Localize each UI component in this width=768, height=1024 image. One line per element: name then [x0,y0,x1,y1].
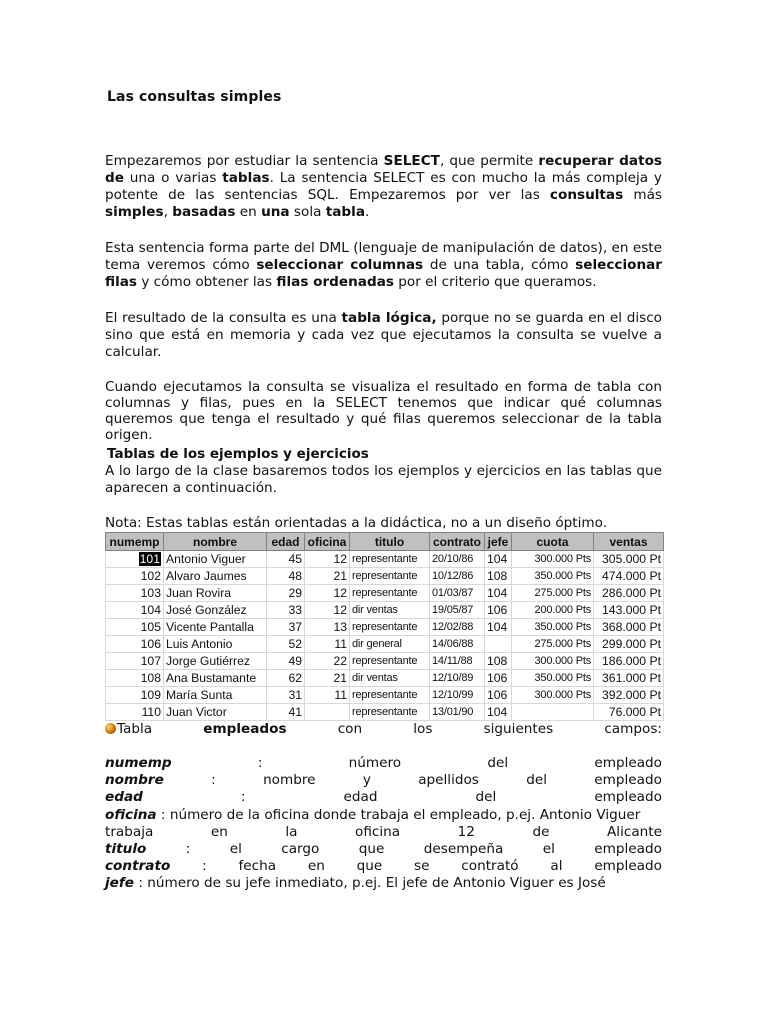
bold-text: filas ordenadas [276,274,394,290]
field-word: fecha [238,858,277,875]
table-cell-contrato[interactable]: 13/01/90 [430,704,485,721]
table-cell-numemp[interactable]: 104 [106,602,164,619]
text: porque no se guarda en el disco sino que está en memoria y cada vez que ejecutamos la consulta se vuelve a calcular. [105,310,662,360]
table-cell-ventas[interactable]: 305.000 Pt [594,551,664,568]
column-header-oficina[interactable]: oficina [305,533,350,551]
table-cell-numemp[interactable]: 103 [106,585,164,602]
bold-text: recuperar datos de [105,153,662,186]
table-cell-cuota[interactable]: 350.000 Pts [512,670,594,687]
field-description: oficina : número de la oficina donde trabaja el empleado, p.ej. Antonio Viguer [105,806,641,823]
table-cell-jefe[interactable]: 106 [485,670,512,687]
field-name: jefe [105,875,135,892]
table-cell-ventas[interactable]: 286.000 Pt [594,585,664,602]
note-text: Nota: Estas tablas están orientadas a la didáctica, no a un diseño óptimo. [105,515,608,531]
field-word: del [526,772,547,789]
table-cell-oficina[interactable]: 12 [305,551,350,568]
table-cell-ventas[interactable]: 361.000 Pt [594,670,664,687]
table-cell-cuota[interactable] [512,704,594,721]
field-word: empleado [594,755,662,771]
field-name: titulo [105,841,147,858]
table-cell-ventas[interactable]: 76.000 Pt [594,704,664,721]
table-cell-jefe[interactable]: 104 [485,704,512,721]
caption-word-tabla: Tabla [105,721,152,738]
table-header-row [106,533,664,551]
table-cell-titulo[interactable]: representante [350,704,430,721]
table-cell-jefe[interactable]: 104 [485,551,512,568]
table-cell-edad[interactable]: 52 [267,636,305,653]
bold-text: basadas [172,204,236,220]
table-cell-oficina[interactable]: 12 [305,585,350,602]
field-word: 12 [457,823,475,840]
table-cell-cuota[interactable]: 300.000 Pts [512,687,594,704]
field-word: empleado [594,772,662,789]
field-word: empleado [594,858,662,875]
table-cell-nombre[interactable]: Antonio Viguer [164,551,267,568]
field-definition-titulo [105,841,662,858]
field-word: el [229,841,242,858]
field-word: la [285,823,298,840]
table-cell-titulo[interactable]: dir general [350,636,430,653]
table-cell-nombre[interactable]: Ana Bustamante [164,670,267,687]
field-word: número [348,755,402,771]
caption-word-empleados: empleados [203,721,287,737]
table-cell-titulo[interactable]: representante [350,653,430,670]
table-cell-nombre[interactable]: Juan Rovira [164,585,267,602]
field-name: oficina [105,806,157,823]
bold-text: simples [105,204,164,220]
field-definition-continuation [105,824,662,841]
table-cell-oficina[interactable]: 21 [305,670,350,687]
table-cell-numemp[interactable]: 101 [106,551,164,568]
column-header-titulo[interactable]: titulo [350,533,430,551]
field-definition-edad [105,789,662,806]
table-cell-oficina[interactable]: 11 [305,636,350,653]
field-word: empleado [594,841,662,858]
paragraph-result [105,310,662,361]
text: en [235,204,262,220]
text: y cómo obtener las [137,274,277,290]
field-word: nombre [263,772,316,789]
text: una o varias [123,170,223,186]
table-cell-edad[interactable]: 31 [267,687,305,704]
table-cell-jefe[interactable]: 104 [485,585,512,602]
separator: : [257,755,263,771]
table-row [106,602,664,619]
table-cell-contrato[interactable]: 12/10/99 [430,687,485,704]
separator: : [185,841,191,858]
table-cell-jefe[interactable]: 108 [485,653,512,670]
table-cell-titulo[interactable]: dir ventas [350,670,430,687]
table-cell-titulo[interactable]: representante [350,619,430,636]
table-cell-oficina[interactable]: 21 [305,568,350,585]
table-cell-nombre[interactable]: José González [164,602,267,619]
table-cell-nombre[interactable]: Alvaro Jaumes [164,568,267,585]
field-word: al [550,858,563,875]
table-cell-contrato[interactable]: 12/10/89 [430,670,485,687]
text: . La sentencia SELECT es con mucho la más compleja y potente de las sentencias SQL. Empezaremos por ver las [105,170,662,203]
section-heading: Tablas de los ejemplos y ejercicios [107,446,369,462]
text: . [365,204,370,220]
field-definition-oficina [105,807,662,824]
bold-text: consultas [549,187,624,203]
table-cell-nombre[interactable]: Jorge Gutiérrez [164,653,267,670]
field-word: edad [343,789,378,806]
text: , que permite [439,153,539,169]
field-word: que [358,841,385,858]
empleados-table [105,532,664,721]
table-cell-cuota[interactable]: 350.000 Pts [512,568,594,585]
table-cell-oficina[interactable]: 11 [305,687,350,704]
table-cell-contrato[interactable]: 19/05/87 [430,602,485,619]
table-cell-ventas[interactable]: 186.000 Pt [594,653,664,670]
table-cell-titulo[interactable]: representante [350,551,430,568]
page-title: Las consultas simples [107,89,282,105]
table-cell-cuota[interactable]: 300.000 Pts [512,653,594,670]
table-cell-numemp[interactable]: 106 [106,636,164,653]
bold-text: SELECT [383,153,440,169]
text: de una tabla, cómo [423,257,576,273]
field-name: nombre [105,772,164,789]
field-description: jefe : número de su jefe inmediato, p.ej. El jefe de Antonio Viguer es José [105,875,606,892]
table-cell-edad[interactable]: 29 [267,585,305,602]
column-header-edad[interactable]: edad [267,533,305,551]
paragraph-intro [105,153,662,221]
table-cell-contrato[interactable]: 14/11/88 [430,653,485,670]
caption-word: siguientes [483,721,554,737]
table-cell-edad[interactable]: 49 [267,653,305,670]
bold-text: tablas [222,170,270,186]
table-row [106,619,664,636]
table-cell-oficina[interactable]: 12 [305,602,350,619]
table-cell-ventas[interactable]: 392.000 Pt [594,687,664,704]
bold-text: tabla [325,204,366,220]
table-cell-cuota[interactable]: 350.000 Pts [512,619,594,636]
field-word: Alicante [607,823,662,840]
field-word: y [362,772,371,789]
table-cell-numemp[interactable]: 108 [106,670,164,687]
paragraph-dml [105,240,662,291]
table-cell-ventas[interactable]: 474.000 Pt [594,568,664,585]
bold-text: seleccionar filas [105,257,662,290]
separator: : [211,772,216,789]
table-cell-edad[interactable]: 45 [267,551,305,568]
text: El resultado de la consulta es una [105,310,342,326]
field-word: que [356,858,383,875]
table-cell-numemp[interactable]: 105 [106,619,164,636]
table-cell-oficina[interactable] [305,704,350,721]
caption-word: con [337,721,363,737]
field-word: del [475,789,497,806]
table-cell-contrato[interactable]: 20/10/86 [430,551,485,568]
table-cell-jefe[interactable]: 104 [485,619,512,636]
field-definition-nombre [105,772,662,789]
bold-text: tabla lógica, [341,310,437,326]
field-word: en [307,858,325,875]
caption-word: campos: [604,721,662,737]
field-word: cargo [281,841,320,858]
field-definition-numemp [105,755,662,772]
table-cell-jefe[interactable] [485,636,512,653]
text: por el criterio que queramos. [393,274,597,290]
table-caption [105,721,662,738]
table-cell-titulo[interactable]: representante [350,585,430,602]
table-row [106,704,664,721]
table-cell-titulo[interactable]: representante [350,568,430,585]
text: sola [289,204,326,220]
table-cell-contrato[interactable]: 12/02/88 [430,619,485,636]
table-cell-edad[interactable]: 48 [267,568,305,585]
field-word: el [542,841,555,858]
separator: : [240,789,246,806]
table-row [106,653,664,670]
table-cell-oficina[interactable]: 13 [305,619,350,636]
table-cell-nombre[interactable]: María Sunta [164,687,267,704]
table-cell-ventas[interactable]: 299.000 Pt [594,636,664,653]
table-cell-jefe[interactable]: 108 [485,568,512,585]
table-cell-edad[interactable]: 41 [267,704,305,721]
field-word: del [487,755,509,771]
caption-word: los [413,721,433,737]
separator: : [202,858,207,875]
table-cell-nombre[interactable]: Vicente Pantalla [164,619,267,636]
column-header-contrato[interactable]: contrato [430,533,485,551]
text: Esta sentencia forma parte del DML (lenguaje de manipulación de datos), en este tema veremos cómo [105,240,662,273]
table-cell-contrato[interactable]: 14/06/88 [430,636,485,653]
column-header-jefe[interactable]: jefe [485,533,512,551]
text: , [163,204,173,220]
field-word: apellidos [418,772,479,789]
field-word: trabaja [105,823,154,840]
table-row [106,585,664,602]
table-cell-numemp[interactable]: 102 [106,568,164,585]
field-word: empleado [594,789,662,806]
field-word: contrató [461,858,519,875]
field-name: numemp [105,755,172,771]
field-definition-contrato [105,858,662,875]
table-cell-titulo[interactable]: representante [350,687,430,704]
bold-text: seleccionar columnas [256,257,424,273]
text: Empezaremos por estudiar la sentencia [105,153,384,169]
table-cell-cuota[interactable]: 275.000 Pts [512,585,594,602]
field-word: en [210,823,228,840]
table-cell-nombre[interactable]: Luis Antonio [164,636,267,653]
bold-text: una [261,204,290,220]
table-cell-titulo[interactable]: dir ventas [350,602,430,619]
table-cell-nombre[interactable]: Juan Victor [164,704,267,721]
table-cell-numemp[interactable]: 109 [106,687,164,704]
table-row [106,636,664,653]
table-cell-cuota[interactable]: 275.000 Pts [512,636,594,653]
table-cell-ventas[interactable]: 143.000 Pt [594,602,664,619]
table-cell-numemp[interactable]: 107 [106,653,164,670]
table-cell-edad[interactable]: 37 [267,619,305,636]
field-definitions [105,755,662,893]
bullet-icon [105,723,116,734]
column-header-cuota[interactable]: cuota [512,533,594,551]
table-cell-cuota[interactable]: 300.000 Pts [512,551,594,568]
table-row [106,687,664,704]
table-cell-contrato[interactable]: 01/03/87 [430,585,485,602]
field-name: contrato [105,858,171,875]
field-word: desempeña [423,841,504,858]
field-word: se [414,858,430,875]
table-cell-edad[interactable]: 62 [267,670,305,687]
table-cell-contrato[interactable]: 10/12/86 [430,568,485,585]
table-row [106,568,664,585]
paragraph-tables: A lo largo de la clase basaremos todos los ejemplos y ejercicios en las tablas que aparecen a continuación. [105,463,662,496]
table-cell-oficina[interactable]: 22 [305,653,350,670]
text: más [623,187,662,203]
table-row [106,670,664,687]
table-body [106,551,664,721]
field-word: de [532,823,550,840]
table-cell-edad[interactable]: 33 [267,602,305,619]
paragraph-execution: Cuando ejecutamos la consulta se visualiza el resultado en forma de tabla con columnas y filas, pues en la SELECT tenemos que indicar qué columnas queremos que tenga el resultado y qué filas queremos seleccionar de la tabla origen. [105,379,662,443]
field-definition-jefe [105,875,662,892]
column-header-nombre[interactable]: nombre [164,533,267,551]
field-name: edad [105,789,143,806]
table-cell-ventas[interactable]: 368.000 Pt [594,619,664,636]
field-word: oficina [355,823,401,840]
table-cell-jefe[interactable]: 106 [485,687,512,704]
table-cell-jefe[interactable]: 106 [485,602,512,619]
column-header-ventas[interactable]: ventas [594,533,664,551]
column-header-numemp[interactable]: numemp [106,533,164,551]
table-cell-numemp[interactable]: 110 [106,704,164,721]
table-row [106,551,664,568]
table-cell-cuota[interactable]: 200.000 Pts [512,602,594,619]
